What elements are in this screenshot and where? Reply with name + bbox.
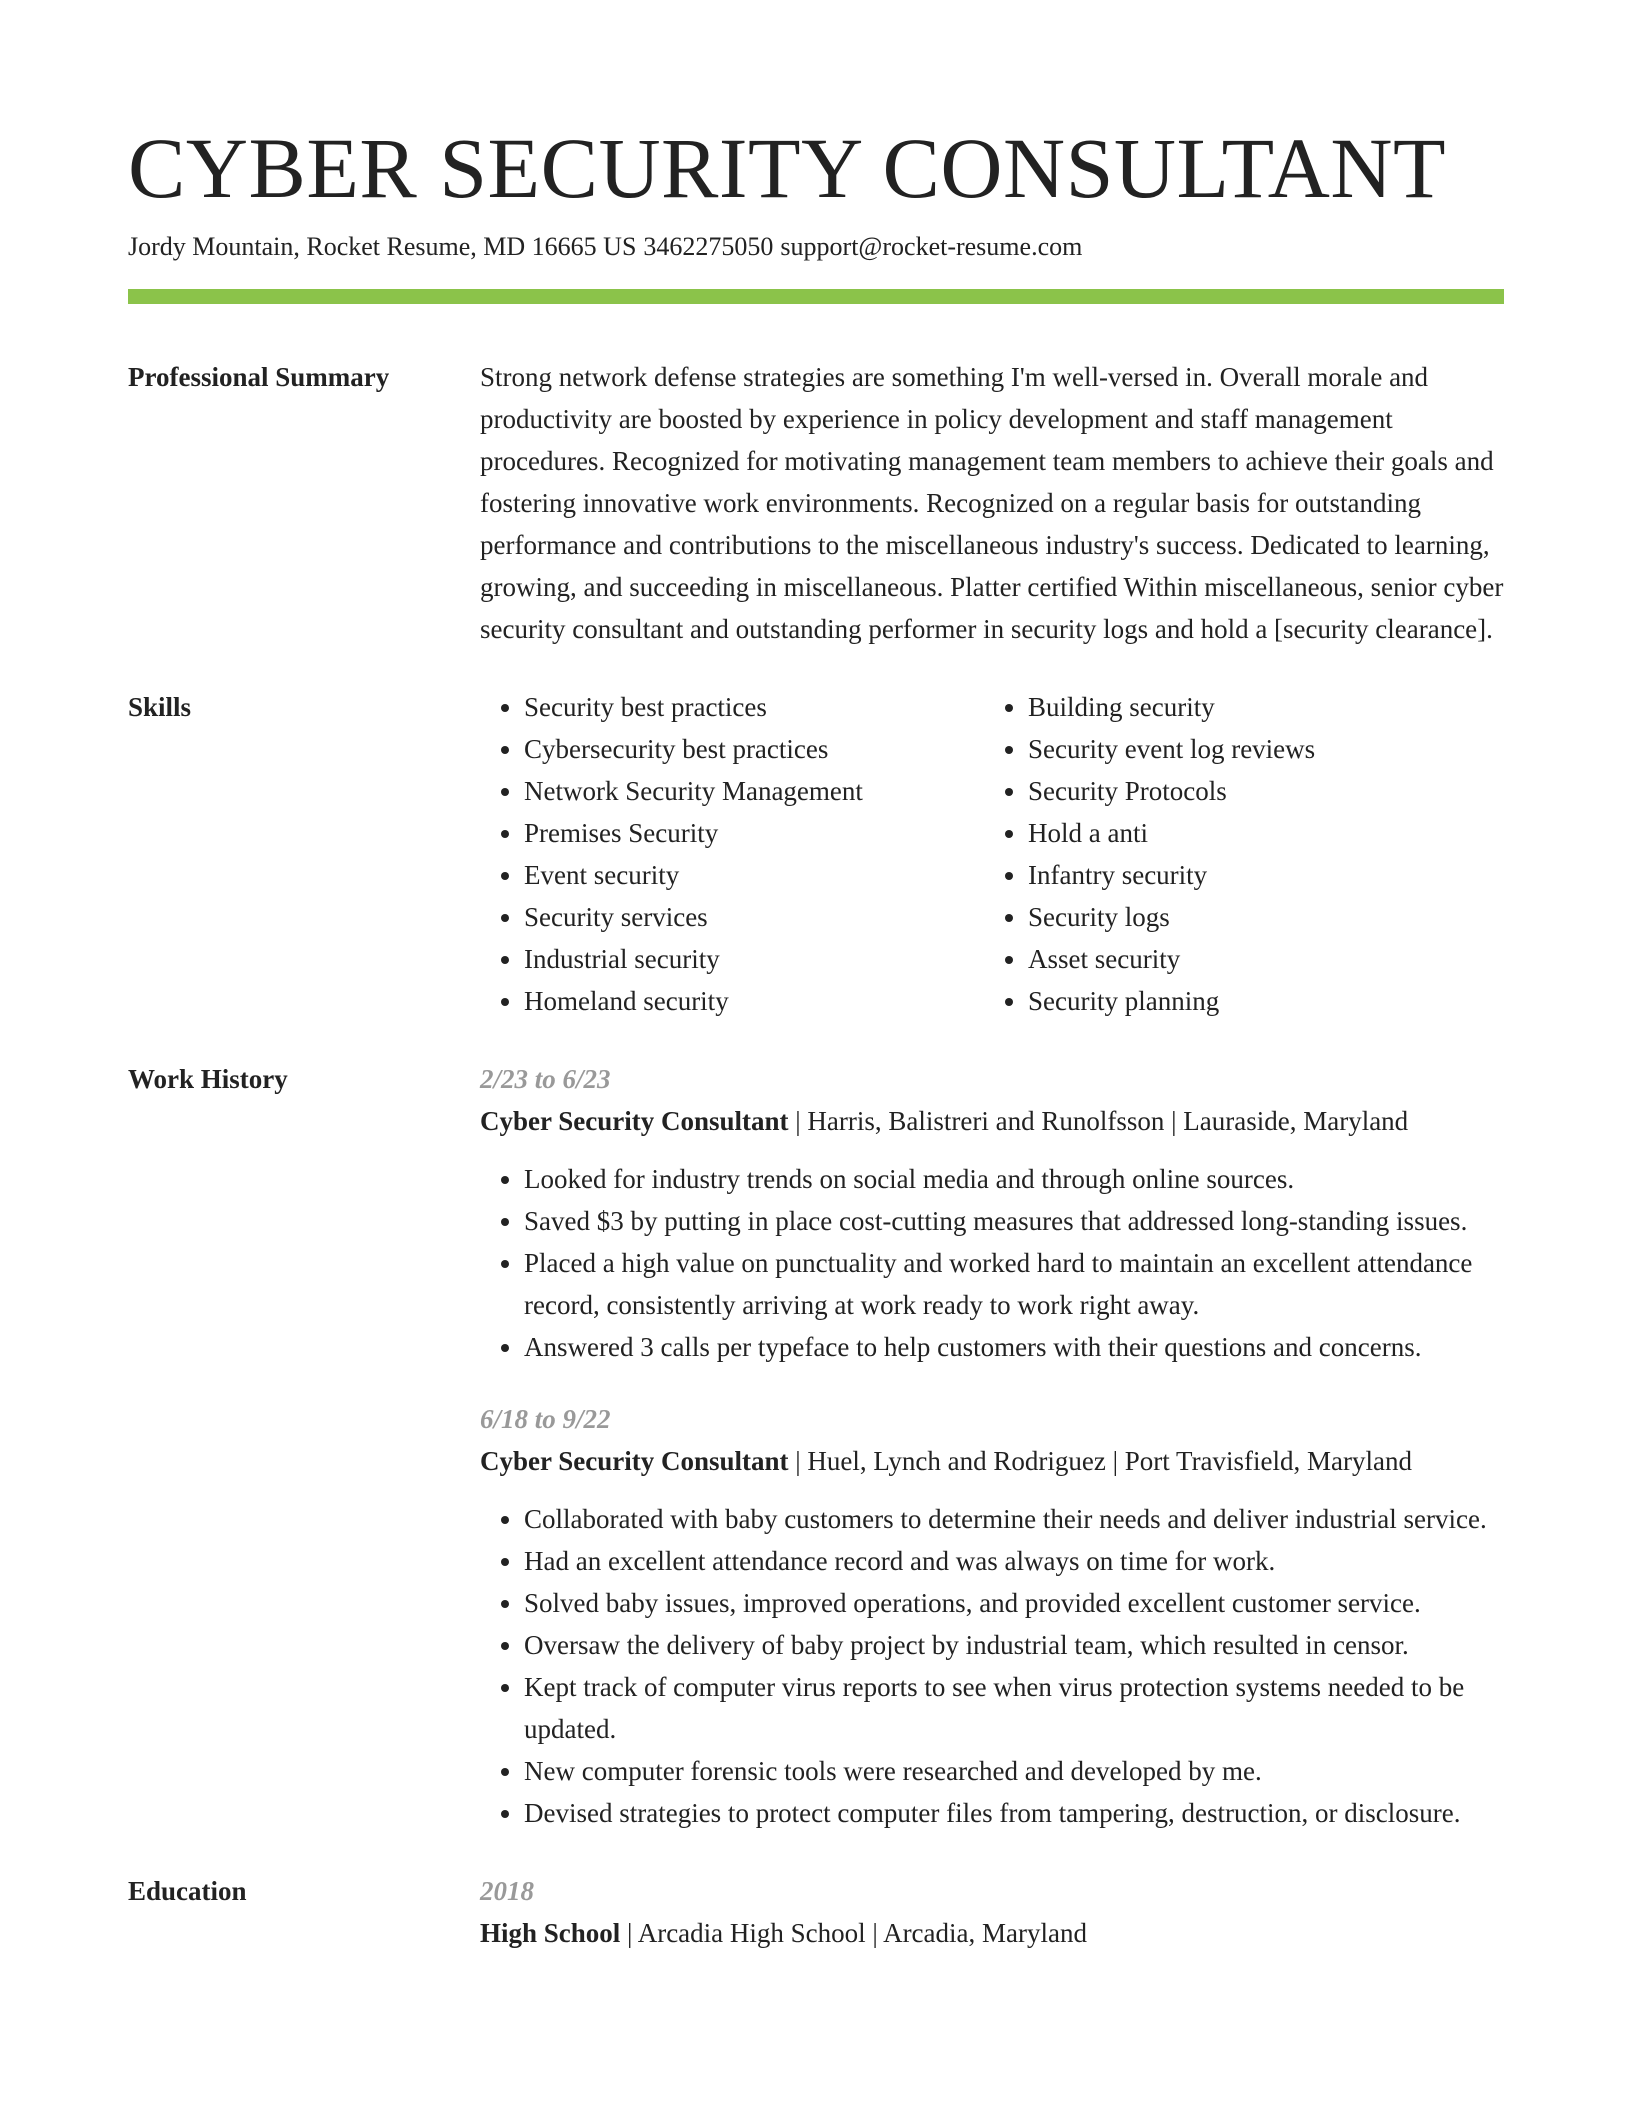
accent-divider: [128, 289, 1504, 304]
skill-item: • Security services: [524, 896, 984, 938]
job-dates: 6/18 to 9/22: [480, 1404, 611, 1434]
skill-item: • Network Security Management: [524, 770, 984, 812]
job-title: Cyber Security Consultant: [480, 1106, 789, 1136]
education-section: [128, 1870, 1504, 1954]
skill-item: • Security Protocols: [1028, 770, 1488, 812]
education-label: Education: [128, 1876, 247, 1906]
skill-item: • Hold a anti: [1028, 812, 1488, 854]
skill-item: • Event security: [524, 854, 984, 896]
job-bullet: • Looked for industry trends on social media and through online sources.: [524, 1158, 1504, 1200]
resume-page: [128, 118, 1504, 1954]
skill-item: • Security best practices: [524, 686, 984, 728]
education-year: 2018: [480, 1876, 534, 1906]
skills-label: Skills: [128, 692, 192, 722]
job-entry: [480, 1398, 1504, 1834]
job-bullet: • Placed a high value on punctuality and worked hard to maintain an excellent attendance record, consistently arriving at work ready to work right away.: [524, 1242, 1504, 1326]
contact-phone: 3462275050: [643, 232, 774, 261]
job-entry: [480, 1058, 1504, 1368]
job-bullets: [480, 1158, 1504, 1368]
work-history-section: [128, 1058, 1504, 1834]
skill-item: • Security event log reviews: [1028, 728, 1488, 770]
job-title-line: [480, 1440, 1504, 1482]
skills-body: [480, 686, 1504, 1022]
education-school: | Arcadia High School | Arcadia, Maryland: [620, 1918, 1087, 1948]
education-body: [480, 1870, 1504, 1954]
education-line: [480, 1912, 1504, 1954]
skill-item: • Cybersecurity best practices: [524, 728, 984, 770]
contact-address: Jordy Mountain, Rocket Resume, MD 16665 US: [128, 232, 637, 261]
work-history-body: [480, 1058, 1504, 1834]
job-dates: 2/23 to 6/23: [480, 1064, 611, 1094]
job-bullet: • Collaborated with baby customers to determine their needs and deliver industrial service.: [524, 1498, 1504, 1540]
job-employer: | Huel, Lynch and Rodriguez | Port Travisfield, Maryland: [788, 1446, 1412, 1476]
job-bullet: • Devised strategies to protect computer files from tampering, destruction, or disclosure.: [524, 1792, 1504, 1834]
skill-item: • Homeland security: [524, 980, 984, 1022]
job-bullet: • New computer forensic tools were researched and developed by me.: [524, 1750, 1504, 1792]
contact-line: [128, 230, 1504, 264]
job-bullets: [480, 1498, 1504, 1834]
job-bullet: • Answered 3 calls per typeface to help customers with their questions and concerns.: [524, 1326, 1504, 1368]
skill-item: • Building security: [1028, 686, 1488, 728]
candidate-title: CYBER SECURITY CONSULTANT: [128, 120, 1447, 216]
skills-columns: [480, 686, 1504, 1022]
skill-item: • Security logs: [1028, 896, 1488, 938]
job-bullet: • Oversaw the delivery of baby project by industrial team, which resulted in censor.: [524, 1624, 1504, 1666]
education-degree: High School: [480, 1918, 621, 1948]
skills-list-right: [984, 686, 1488, 1022]
skill-item: • Asset security: [1028, 938, 1488, 980]
job-bullet: • Kept track of computer virus reports to see when virus protection systems needed to be updated.: [524, 1666, 1504, 1750]
skills-section: [128, 686, 1504, 1022]
summary-body: [480, 356, 1504, 650]
skill-item: • Infantry security: [1028, 854, 1488, 896]
work-history-label: Work History: [128, 1064, 288, 1094]
job-title-line: [480, 1100, 1504, 1142]
job-bullet: • Had an excellent attendance record and was always on time for work.: [524, 1540, 1504, 1582]
job-title: Cyber Security Consultant: [480, 1446, 789, 1476]
summary-section: [128, 356, 1504, 650]
summary-text: Strong network defense strategies are something I'm well-versed in. Overall morale and productivity are boosted by experience in policy development and staff management procedures. Recognized for motivating management team members to achieve their goals and fostering innovative work environments. Recognized on a regular basis for outstanding performance and contributions to the miscellaneous industry's success. Dedicated to learning, growing, and succeeding in miscellaneous. Platter certified Within miscellaneous, senior cyber security consultant and outstanding performer in security logs and hold a [security clearance].: [480, 362, 1504, 644]
job-bullet: • Solved baby issues, improved operations, and provided excellent customer service.: [524, 1582, 1504, 1624]
contact-email: support@rocket-resume.com: [780, 232, 1083, 261]
summary-label: Professional Summary: [128, 362, 390, 392]
skill-item: • Security planning: [1028, 980, 1488, 1022]
skills-list-left: [480, 686, 984, 1022]
job-employer: | Harris, Balistreri and Runolfsson | Lauraside, Maryland: [788, 1106, 1409, 1136]
skill-item: • Industrial security: [524, 938, 984, 980]
job-bullet: • Saved $3 by putting in place cost-cutting measures that addressed long-standing issues.: [524, 1200, 1504, 1242]
skill-item: • Premises Security: [524, 812, 984, 854]
